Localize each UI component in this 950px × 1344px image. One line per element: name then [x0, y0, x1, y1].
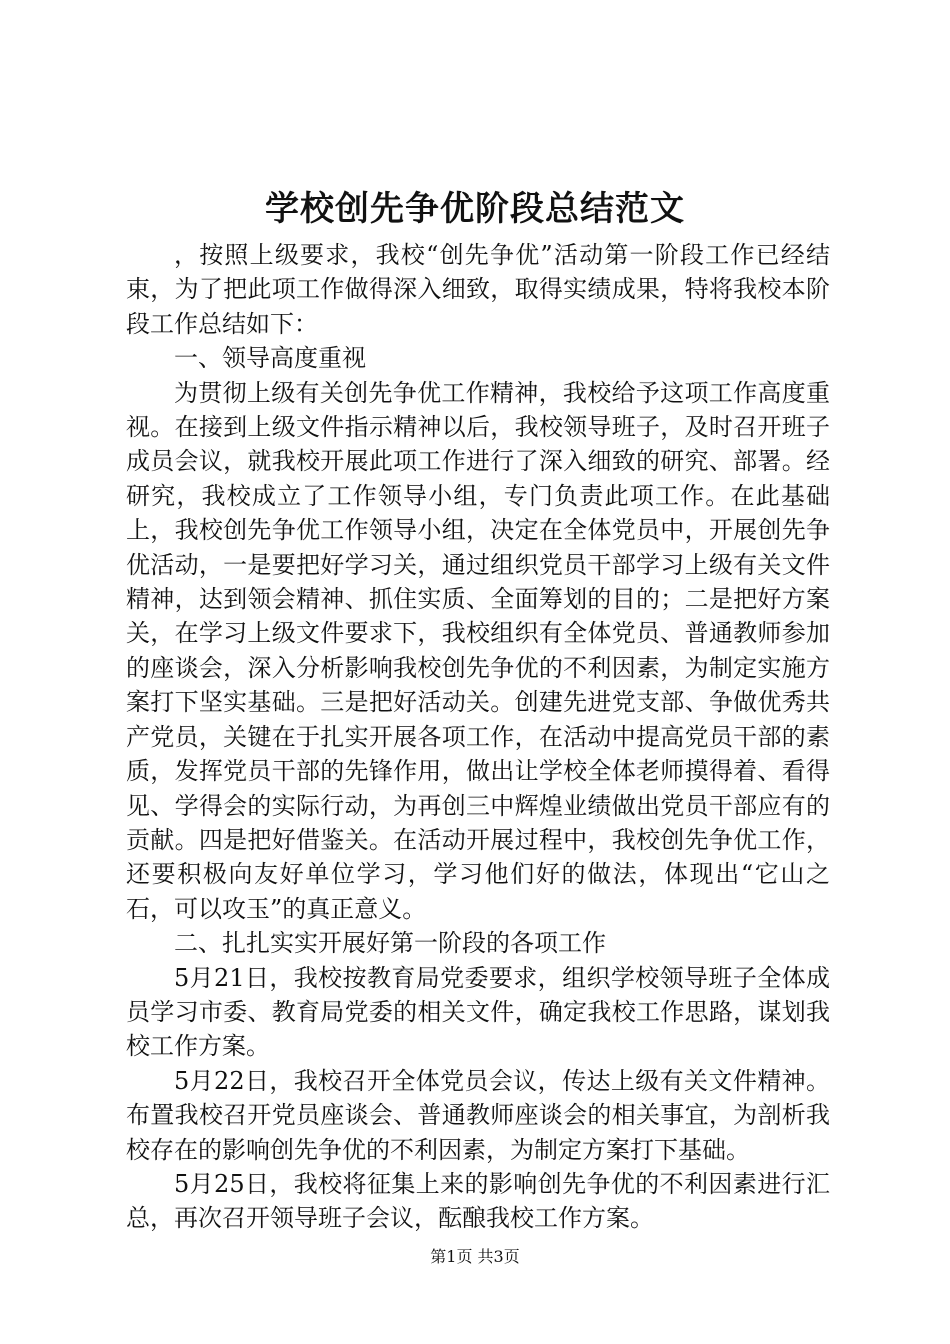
section-heading-1: 一、领导高度重视 [174, 344, 366, 373]
may-25-paragraph: 5月25日，我校将征集上来的影响创先争优的不利因素进行汇总，再次召开领导班子会议，酝酿我校工作方案。 [126, 1169, 830, 1233]
may-21-paragraph: 5月21日，我校按教育局党委要求，组织学校领导班子全体成员学习市委、教育局党委的相关文件，确定我校工作思路，谋划我校工作方案。 [126, 963, 830, 1061]
document-body [126, 238, 830, 1236]
may-22-paragraph: 5月22日，我校召开全体党员会议，传达上级有关文件精神。布置我校召开党员座谈会、普通教师座谈会的相关事宜，为剖析我校存在的影响创先争优的不利因素，为制定方案打下基础。 [126, 1066, 830, 1164]
section-heading-2: 二、扎扎实实开展好第一阶段的各项工作 [174, 929, 606, 958]
document-title: 学校创先争优阶段总结范文 [265, 189, 685, 229]
section-1-paragraph: 为贯彻上级有关创先争优工作精神，我校给予这项工作高度重视。在接到上级文件指示精神以后，我校领导班子，及时召开班子成员会议，就我校开展此项工作进行了深入细致的研究、部署。经研究，我校成立了工作领导小组，专门负责此项工作。在此基础上，我校创先争优工作领导小组，决定在全体党员中，开展创先争优活动，一是要把好学习关，通过组织党员干部学习上级有关文件精神，达到领会精神、抓住实质、全面筹划的目的；二是把好方案关，在学习上级文件要求下，我校组织有全体党员、普通教师参加的座谈会，深入分析影响我校创先争优的不利因素，为制定实施方案打下坚实基础。三是把好活动关。创建先进党支部、争做优秀共产党员，关键在于扎实开展各项工作，在活动中提高党员干部的素质，发挥党员干部的先锋作用，做出让学校全体老师摸得着、看得见、学得会的实际行动，为再创三中辉煌业绩做出党员干部应有的贡献。四是把好借鉴关。在活动开展过程中，我校创先争优工作，还要积极向友好单位学习，学习他们好的做法，体现出“它山之石，可以攻玉”的真正意义。 [126, 378, 830, 923]
intro-paragraph: ，按照上级要求，我校“创先争优”活动第一阶段工作已经结束，为了把此项工作做得深入细致，取得实绩成果，特将我校本阶段工作总结如下： [126, 241, 830, 338]
page-footer: 第1页 共3页 [430, 1247, 520, 1266]
